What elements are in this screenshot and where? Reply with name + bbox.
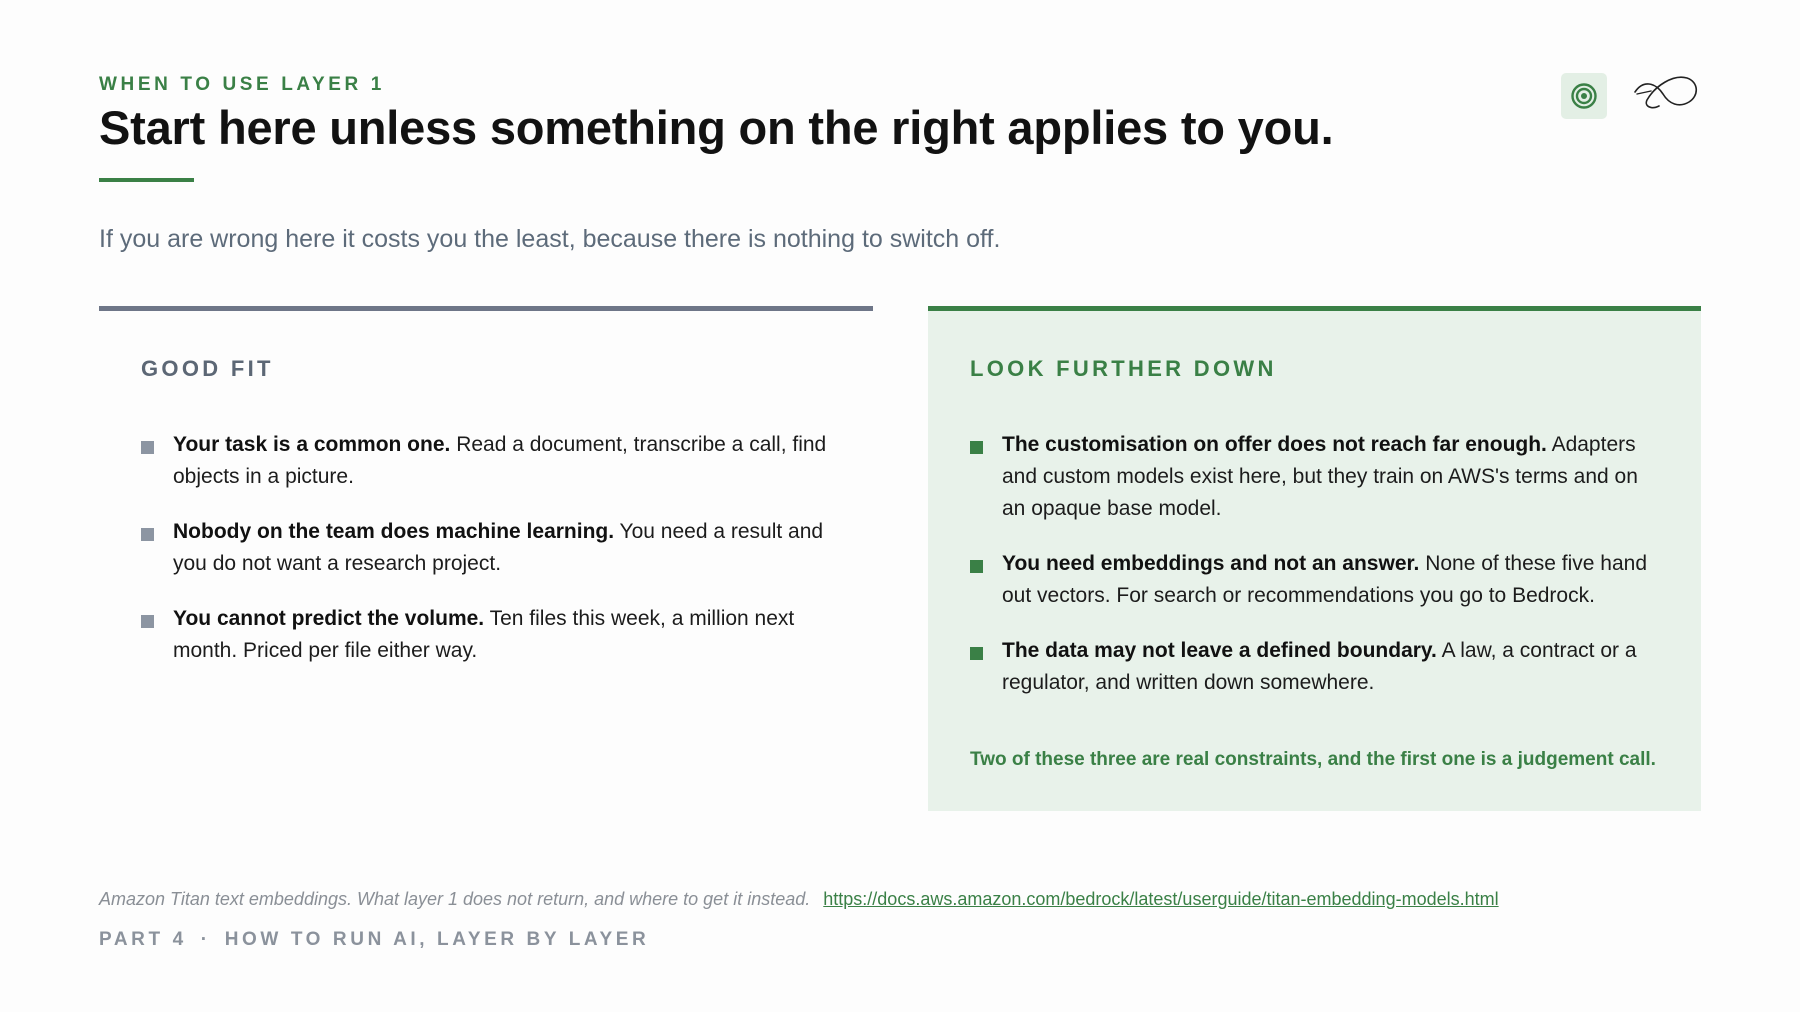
list-item: [970, 429, 1661, 525]
top-right-icons: [1561, 70, 1701, 121]
look-further-list: [970, 429, 1661, 722]
bullet-square-icon: [970, 560, 983, 573]
footer: [99, 929, 649, 951]
footer-part: PART 4: [99, 929, 187, 950]
good-fit-panel: [99, 306, 873, 811]
bullet-square-icon: [141, 528, 154, 541]
look-further-panel: [928, 306, 1701, 811]
list-item: [970, 635, 1661, 699]
list-item-text: None of these five hand out vectors. For search or recommendations you go to Bedrock.: [1002, 552, 1648, 607]
list-item-lead: The data may not leave a defined boundary.: [1002, 639, 1437, 662]
footnote-text: Amazon Titan text embeddings. What layer 1 does not return, and where to get it instead.: [99, 889, 811, 909]
source-footnote: [99, 889, 1499, 910]
list-item-lead: You cannot predict the volume.: [173, 607, 485, 630]
list-item-lead: You need embeddings and not an answer.: [1002, 552, 1420, 575]
list-item-text: Read a document, transcribe a call, find objects in a picture.: [173, 433, 827, 488]
bullet-square-icon: [970, 647, 983, 660]
list-item-text: Adapters and custom models exist here, but they train on AWS's terms and on an opaque base model.: [1002, 433, 1638, 520]
list-item-lead: The customisation on offer does not reach far enough.: [1002, 433, 1547, 456]
bullet-square-icon: [141, 615, 154, 628]
list-item-text: Ten files this week, a million next month. Priced per file either way.: [173, 607, 795, 662]
page-subtitle: If you are wrong here it costs you the least, because there is nothing to switch off.: [99, 225, 1001, 253]
list-item: [141, 429, 833, 493]
eyebrow-label: WHEN TO USE LAYER 1: [99, 74, 385, 95]
list-item-text: A law, a contract or a regulator, and written down somewhere.: [1002, 639, 1637, 694]
footnote-link[interactable]: https://docs.aws.amazon.com/bedrock/latest/userguide/titan-embedding-models.html: [823, 889, 1499, 909]
bullet-square-icon: [141, 441, 154, 454]
good-fit-list: [141, 429, 833, 690]
good-fit-heading: GOOD FIT: [141, 356, 274, 381]
list-item: [141, 603, 833, 667]
title-underline: [99, 178, 194, 182]
footer-separator: ·: [200, 929, 211, 950]
target-icon: [1561, 73, 1607, 119]
list-item-lead: Nobody on the team does machine learning.: [173, 520, 615, 543]
signature-logo: [1633, 70, 1701, 121]
list-item-text: You need a result and you do not want a research project.: [173, 520, 824, 575]
list-item: [141, 516, 833, 580]
list-item-lead: Your task is a common one.: [173, 433, 451, 456]
bullet-square-icon: [970, 441, 983, 454]
look-further-heading: LOOK FURTHER DOWN: [970, 356, 1277, 381]
list-item: [970, 548, 1661, 612]
panel-note: Two of these three are real constraints, and the first one is a judgement call.: [970, 749, 1656, 770]
footer-section: HOW TO RUN AI, LAYER BY LAYER: [224, 929, 650, 950]
page-title: Start here unless something on the right applies to you.: [99, 101, 1334, 154]
